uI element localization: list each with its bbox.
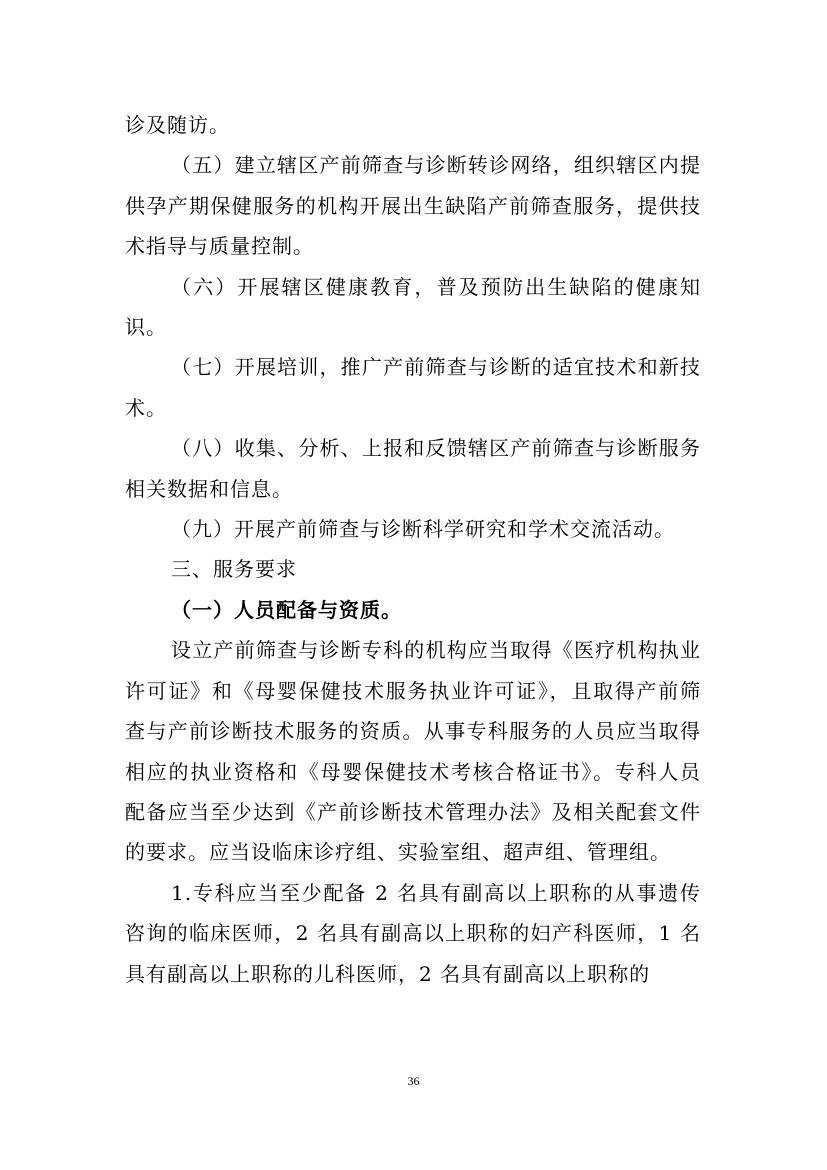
page-number: 36 — [407, 1074, 420, 1088]
paragraph-continuation: 诊及随访。 — [125, 113, 230, 137]
body-text — [125, 105, 701, 994]
paragraph-item-5: （五）建立辖区产前筛查与诊断转诊网络，组织辖区内提供孕产期保健服务的机构开展出生缺陷产前筛查服务，提供技术指导与质量控制。 — [125, 153, 701, 259]
paragraph-qualification: 设立产前筛查与诊断专科的机构应当取得《医疗机构执业许可证》和《母婴保健技术服务执业许可证》，且取得产前筛查与产前诊断技术服务的资质。从事专科服务的人员应当取得相应的执业资格和《母婴保健技术考核合格证书》。专科人员配备应当至少达到《产前诊断技术管理办法》及相关配套文件的要求。应当设临床诊疗组、实验室组、超声组、管理组。 — [125, 638, 701, 865]
subsection-heading: （一）人员配备与资质。 — [171, 597, 402, 622]
paragraph-staffing: 1.专科应当至少配备 2 名具有副高以上职称的从事遗传咨询的临床医师，2 名具有副高以上职称的妇产科医师，1 名具有副高以上职称的儿科医师，2 名具有副高以上职称的 — [125, 880, 701, 986]
paragraph-item-7: （七）开展培训，推广产前筛查与诊断的适宜技术和新技术。 — [125, 355, 701, 420]
section-heading: 三、服务要求 — [171, 557, 297, 582]
paragraph-item-9: （九）开展产前筛查与诊断科学研究和学术交流活动。 — [171, 517, 675, 542]
paragraph-item-6: （六）开展辖区健康教育，普及预防出生缺陷的健康知识。 — [125, 274, 701, 340]
paragraph-item-8: （八）收集、分析、上报和反馈辖区产前筛查与诊断服务相关数据和信息。 — [125, 436, 701, 501]
